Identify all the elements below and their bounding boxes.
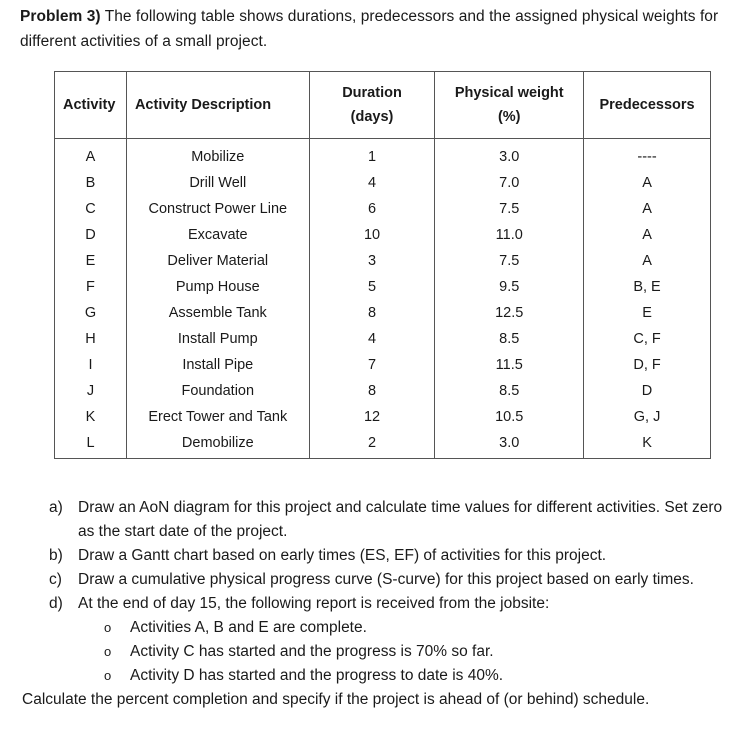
problem-label: Problem 3): [20, 8, 101, 25]
question-c-label: c): [49, 571, 62, 588]
cell-predecessors: A: [584, 170, 711, 196]
cell-weight: 7.0: [435, 170, 584, 196]
cell-predecessors: E: [584, 300, 711, 326]
header-weight: [435, 72, 584, 139]
question-a-label: a): [49, 499, 63, 516]
cell-weight: 10.5: [435, 404, 584, 430]
report-item: [22, 664, 742, 688]
header-weight-line1: Physical weight: [454, 85, 564, 101]
cell-activity: E: [55, 248, 127, 274]
cell-predecessors: C, F: [584, 326, 711, 352]
cell-description: Excavate: [126, 222, 309, 248]
header-activity: Activity: [55, 72, 127, 139]
cell-activity: K: [55, 404, 127, 430]
bullet-icon: o: [104, 668, 112, 683]
report-item-text: Activity D has started and the progress to date is 40%.: [130, 667, 504, 684]
activity-table: [54, 71, 711, 459]
cell-predecessors: A: [584, 248, 711, 274]
table-row: [55, 352, 711, 378]
closing-text: Calculate the percent completion and specify if the project is ahead of (or behind) schedule.: [22, 691, 650, 708]
cell-description: Construct Power Line: [126, 196, 309, 222]
report-item-text: Activity C has started and the progress is 70% so far.: [130, 643, 494, 660]
cell-weight: 3.0: [435, 430, 584, 459]
cell-predecessors: K: [584, 430, 711, 459]
cell-weight: 11.5: [435, 352, 584, 378]
cell-description: Erect Tower and Tank: [126, 404, 309, 430]
cell-activity: C: [55, 196, 127, 222]
question-a-text: Draw an AoN diagram for this project and calculate time values for different activities. Set zero as the start date of the project.: [78, 499, 723, 540]
cell-description: Demobilize: [126, 430, 309, 459]
report-item: [22, 616, 742, 640]
cell-description: Mobilize: [126, 139, 309, 171]
cell-weight: 8.5: [435, 326, 584, 352]
cell-weight: 3.0: [435, 139, 584, 171]
header-duration-line1: Duration: [342, 85, 402, 101]
cell-predecessors: ----: [584, 139, 711, 171]
cell-description: Drill Well: [126, 170, 309, 196]
cell-duration: 7: [309, 352, 435, 378]
question-b: [22, 544, 742, 568]
cell-duration: 4: [309, 170, 435, 196]
cell-duration: 4: [309, 326, 435, 352]
cell-activity: I: [55, 352, 127, 378]
question-d-label: d): [49, 595, 63, 612]
cell-activity: B: [55, 170, 127, 196]
cell-duration: 8: [309, 378, 435, 404]
cell-weight: 8.5: [435, 378, 584, 404]
cell-activity: G: [55, 300, 127, 326]
cell-description: Deliver Material: [126, 248, 309, 274]
cell-description: Assemble Tank: [126, 300, 309, 326]
table-row: [55, 139, 711, 171]
table-row: [55, 404, 711, 430]
cell-weight: 7.5: [435, 196, 584, 222]
question-b-text: Draw a Gantt chart based on early times (ES, EF) of activities for this project.: [78, 547, 607, 564]
cell-duration: 12: [309, 404, 435, 430]
table-header-row: [55, 72, 711, 139]
cell-activity: L: [55, 430, 127, 459]
header-predecessors: Predecessors: [584, 72, 711, 139]
cell-activity: F: [55, 274, 127, 300]
table-row: [55, 378, 711, 404]
cell-description: Install Pipe: [126, 352, 309, 378]
cell-weight: 11.0: [435, 222, 584, 248]
cell-description: Install Pump: [126, 326, 309, 352]
question-d-text: At the end of day 15, the following report is received from the jobsite:: [78, 595, 550, 612]
table-row: [55, 326, 711, 352]
question-b-label: b): [49, 547, 63, 564]
table-row: [55, 430, 711, 459]
cell-activity: A: [55, 139, 127, 171]
table-row: [55, 170, 711, 196]
cell-duration: 8: [309, 300, 435, 326]
table-row: [55, 222, 711, 248]
cell-predecessors: A: [584, 196, 711, 222]
cell-description: Foundation: [126, 378, 309, 404]
header-description: Activity Description: [126, 72, 309, 139]
question-list: [22, 496, 742, 712]
cell-activity: D: [55, 222, 127, 248]
cell-duration: 6: [309, 196, 435, 222]
cell-weight: 7.5: [435, 248, 584, 274]
table-row: [55, 274, 711, 300]
cell-duration: 1: [309, 139, 435, 171]
cell-duration: 10: [309, 222, 435, 248]
question-c-text: Draw a cumulative physical progress curve (S-curve) for this project based on early times.: [78, 571, 694, 588]
question-c: [22, 568, 742, 592]
header-duration: [309, 72, 435, 139]
cell-duration: 3: [309, 248, 435, 274]
bullet-icon: o: [104, 644, 112, 659]
cell-predecessors: A: [584, 222, 711, 248]
header-duration-line2: (days): [350, 109, 394, 125]
table-row: [55, 196, 711, 222]
problem-intro: [20, 4, 740, 54]
cell-predecessors: G, J: [584, 404, 711, 430]
problem-text: The following table shows durations, predecessors and the assigned physical weights for different activities of a small project.: [20, 8, 719, 50]
table-row: [55, 300, 711, 326]
cell-weight: 12.5: [435, 300, 584, 326]
cell-weight: 9.5: [435, 274, 584, 300]
question-a: [22, 496, 742, 544]
cell-duration: 5: [309, 274, 435, 300]
bullet-icon: o: [104, 620, 112, 635]
cell-description: Pump House: [126, 274, 309, 300]
question-d: [22, 592, 742, 616]
cell-predecessors: D, F: [584, 352, 711, 378]
report-item: [22, 640, 742, 664]
cell-predecessors: D: [584, 378, 711, 404]
cell-activity: H: [55, 326, 127, 352]
report-item-text: Activities A, B and E are complete.: [130, 619, 367, 636]
header-weight-line2: (%): [497, 109, 521, 125]
table-row: [55, 248, 711, 274]
cell-duration: 2: [309, 430, 435, 459]
cell-activity: J: [55, 378, 127, 404]
cell-predecessors: B, E: [584, 274, 711, 300]
